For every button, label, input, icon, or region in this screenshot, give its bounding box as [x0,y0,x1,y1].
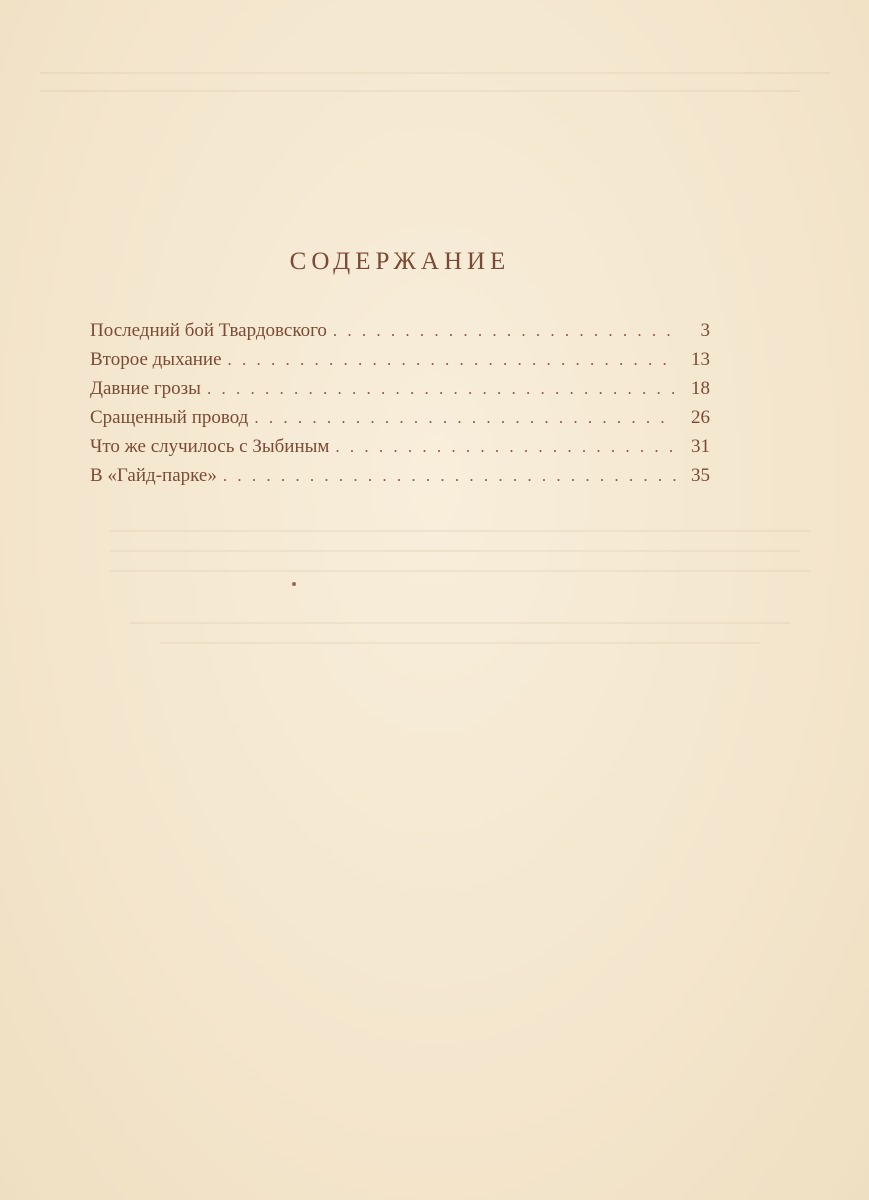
toc-entry-title: В «Гайд-парке» [90,465,217,486]
toc-page-number: 35 [691,465,710,486]
toc-leader-dots [335,437,676,457]
toc-entry[interactable] [90,407,710,436]
ink-speck [292,582,296,586]
bleed-through-line [110,570,810,572]
table-of-contents [90,320,710,494]
toc-page-number: 13 [691,349,710,370]
toc-leader-dots [223,466,676,486]
toc-entry-title: Второе дыхание [90,349,222,370]
bleed-through-line [110,550,800,552]
bleed-through-line [40,90,800,92]
toc-entry-title: Последний бой Твардовского [90,320,327,341]
toc-leader-dots [207,379,676,399]
toc-leader-dots [228,350,676,370]
toc-entry[interactable] [90,349,710,378]
toc-entry-title: Что же случилось с Зыбиным [90,436,330,457]
toc-entry[interactable] [90,320,710,349]
toc-page-number: 31 [691,436,710,457]
bleed-through-line [40,72,830,74]
toc-page-number: 18 [691,378,710,399]
toc-entry-title: Давние грозы [90,378,201,399]
toc-entry-title: Сращенный провод [90,407,249,428]
bleed-through-line [130,622,790,624]
bleed-through-line [110,530,810,532]
toc-entry[interactable] [90,436,710,465]
toc-entry[interactable] [90,378,710,407]
toc-entry[interactable] [90,465,710,494]
toc-leader-dots [254,408,676,428]
contents-heading: СОДЕРЖАНИЕ [289,248,511,275]
toc-page-number: 26 [691,407,710,428]
toc-leader-dots [333,321,676,341]
bleed-through-line [160,642,760,644]
toc-page-number: 3 [700,320,710,341]
